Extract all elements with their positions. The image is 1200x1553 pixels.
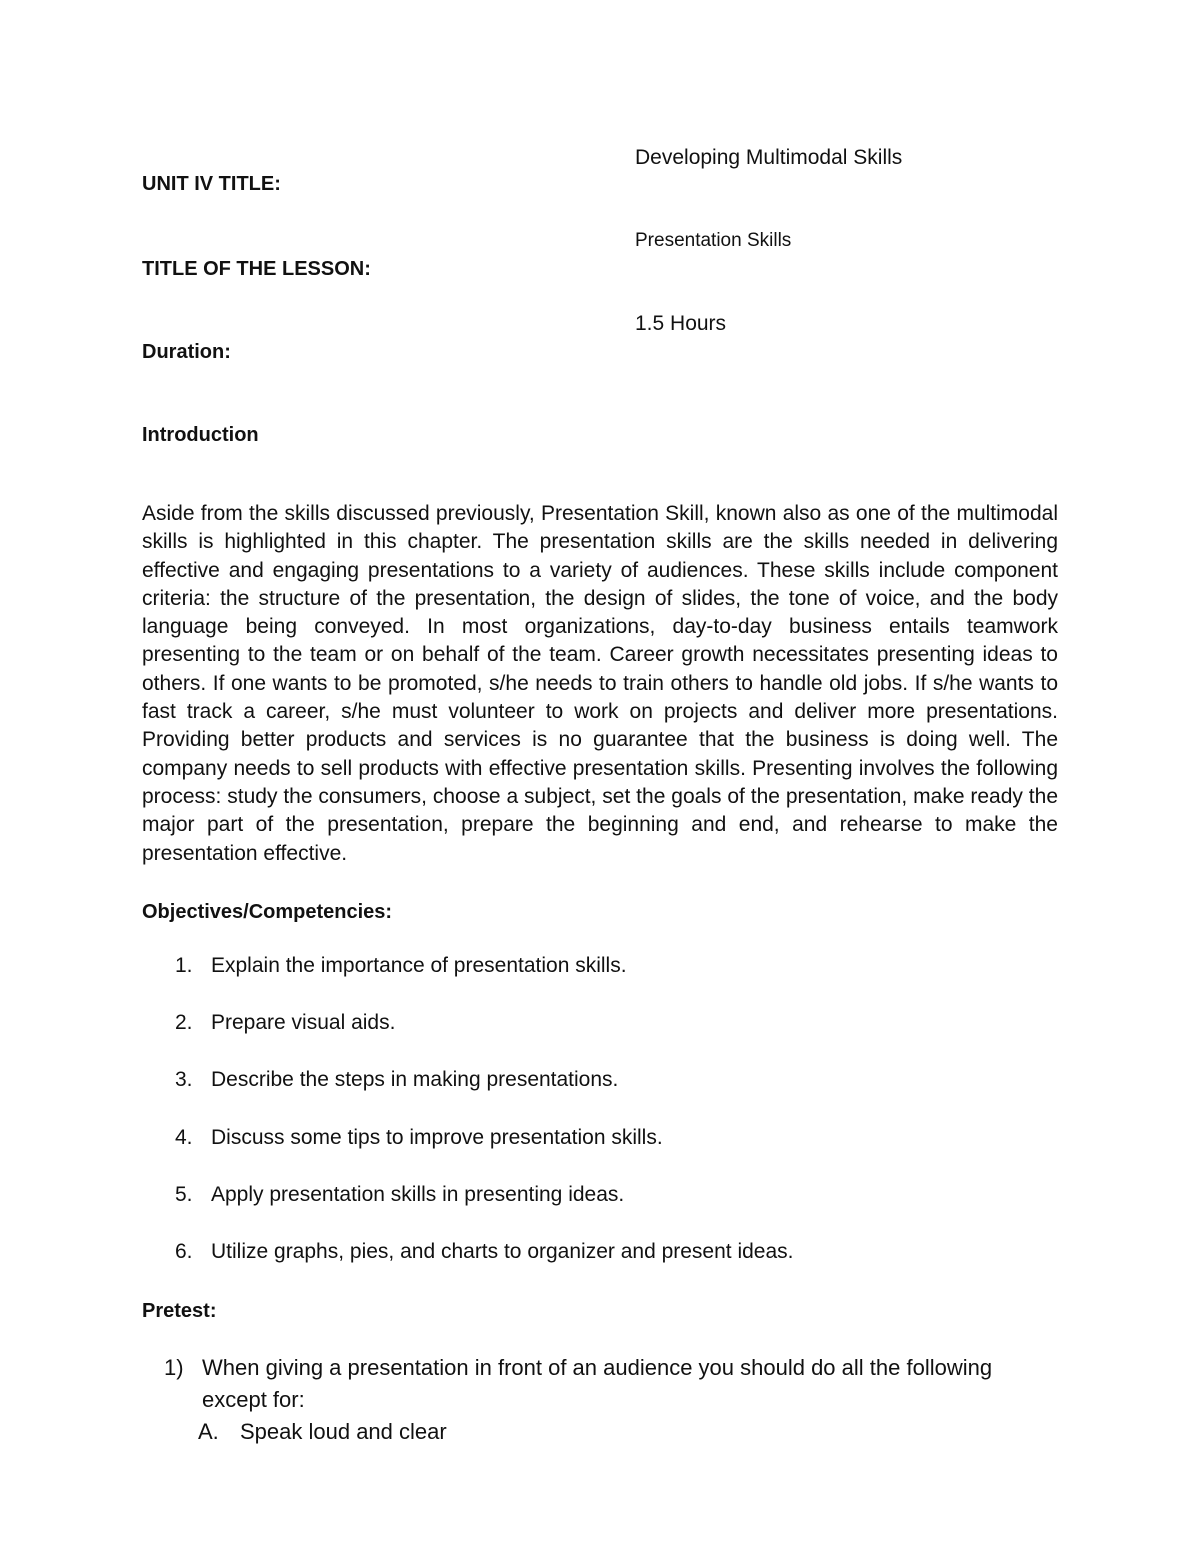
objective-number: 1.	[175, 954, 193, 977]
objective-number: 2.	[175, 1011, 193, 1035]
question-text: When giving a presentation in front of an audience you should do all the following except for:	[202, 1355, 993, 1412]
objective-text: Describe the steps in making presentations.	[211, 1068, 619, 1092]
lesson-title-value: Presentation Skills	[635, 230, 792, 251]
objective-number: 4.	[175, 1125, 193, 1149]
unit-title-value: Developing Multimodal Skills	[635, 146, 903, 169]
unit-title-label: UNIT IV TITLE:	[142, 173, 281, 195]
objective-number: 5.	[175, 1182, 193, 1206]
objective-text: Utilize graphs, pies, and charts to organizer and present ideas.	[211, 1239, 794, 1263]
lesson-title-label: TITLE OF THE LESSON:	[142, 258, 371, 280]
objective-number: 6.	[175, 1239, 193, 1263]
objectives-heading: Objectives/Competencies:	[142, 901, 393, 923]
answer-option	[198, 1416, 447, 1448]
option-letter: A.	[198, 1419, 219, 1444]
objective-number: 3.	[175, 1068, 193, 1092]
introduction-heading: Introduction	[142, 424, 259, 446]
objective-text: Explain the importance of presentation skills.	[211, 954, 627, 977]
objective-text: Discuss some tips to improve presentation skills.	[211, 1125, 663, 1149]
objective-text: Prepare visual aids.	[211, 1011, 396, 1035]
objective-text: Apply presentation skills in presenting ideas.	[211, 1182, 625, 1206]
duration-value: 1.5 Hours	[635, 312, 727, 335]
option-text: Speak loud and clear	[240, 1419, 447, 1444]
duration-label: Duration:	[142, 341, 231, 363]
pretest-heading: Pretest:	[142, 1300, 217, 1322]
introduction-paragraph: Aside from the skills discussed previously, Presentation Skill, known also as one of the multimodal skills is highlighted in this chapter. The presentation skills are the skills needed in delivering effective and engaging presentations to a variety of audiences. These skills include component criteria: the structure of the presentation, the design of slides, the tone of voice, and the body language being conveyed. In most organizations, day-to-day business entails teamwork presenting to the team or on behalf of the team. Career growth necessitates presenting ideas to others. If one wants to be promoted, s/he needs to train others to handle old jobs. If s/he wants to fast track a career, s/he must volunteer to work on projects and deliver more presentations. Providing better products and services is no guarantee that the business is doing well. The company needs to sell products with effective presentation skills. Presenting involves the following process: study the consumers, choose a subject, set the goals of the presentation, make ready the major part of the presentation, prepare the beginning and end, and rehearse to make the presentation effective.	[142, 502, 1058, 865]
question-number: 1)	[164, 1355, 184, 1380]
